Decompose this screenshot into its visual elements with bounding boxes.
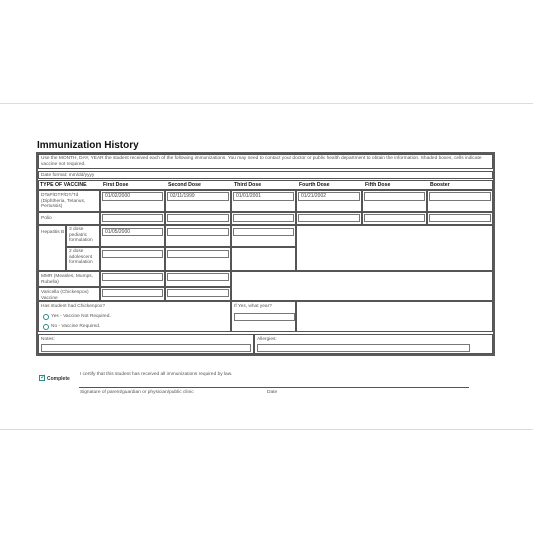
notes-label: Notes: — [41, 337, 55, 342]
col-type-header: TYPE OF VACCINE — [40, 182, 87, 188]
signature-label: Signature of parent/guardian or physician/public clinic — [80, 390, 194, 395]
chickenpox-question: Has student had Chickenpox? — [41, 304, 105, 309]
hep2-dose-1[interactable] — [102, 250, 163, 258]
mmr-label-cell — [38, 271, 100, 287]
instructions-cell — [38, 154, 493, 169]
date-label: Date — [267, 390, 278, 395]
dtap-dose-4[interactable]: 01/21/2002 — [298, 192, 360, 201]
mmr-label: MMR (Measles, Mumps, Rubella) — [41, 274, 93, 285]
col-fourth-header: Fourth Dose — [299, 182, 330, 188]
allergies-label: Allergies: — [257, 337, 277, 342]
chickenpox-empty-cell — [296, 301, 493, 332]
polio-label: Polio — [41, 216, 52, 221]
col-booster-header: Booster — [430, 182, 450, 188]
allergies-input[interactable] — [257, 344, 470, 352]
hepatitis-label: Hepatitis B — [41, 230, 65, 235]
varicella-label: Varicella (Chickenpox) Vaccine — [41, 290, 89, 301]
notes-input[interactable] — [41, 344, 251, 352]
hepatitis-sub1-cell — [66, 225, 100, 247]
mmr-dose-2[interactable] — [167, 273, 229, 281]
polio-dose-6[interactable] — [429, 214, 491, 222]
dtap-dose-2[interactable]: 02/11/1999 — [167, 192, 229, 201]
radio-no-label: No - Vaccine Required. — [51, 324, 101, 329]
mmr-dose-1[interactable] — [102, 273, 163, 281]
varicella-dose-1[interactable] — [102, 289, 163, 297]
signature-line[interactable] — [79, 387, 469, 388]
notes-cell — [38, 334, 254, 354]
radio-no[interactable] — [43, 324, 49, 330]
hepatitis-sub2-label: 2 dose adolescent formulation — [69, 249, 93, 265]
dtap-label-cell — [38, 190, 100, 212]
hep2-cell-3 — [231, 247, 296, 271]
check-mark-icon: ✓ — [40, 374, 46, 381]
allergies-cell — [254, 334, 493, 354]
varicella-label-cell — [38, 287, 100, 301]
col-fifth-header: Fifth Dose — [365, 182, 391, 188]
date-format-text: Date format: mm/dd/yyyy — [41, 173, 95, 178]
date-format-cell — [38, 171, 493, 179]
hep2-dose-2[interactable] — [167, 250, 229, 258]
radio-yes[interactable] — [43, 314, 49, 320]
col-second-header: Second Dose — [168, 182, 201, 188]
form-title: Immunization History — [37, 140, 139, 151]
dtap-dose-1[interactable]: 01/02/2000 — [102, 192, 163, 201]
hep-empty-cell — [296, 225, 493, 271]
polio-dose-1[interactable] — [102, 214, 163, 222]
col-third-header: Third Dose — [234, 182, 262, 188]
if-yes-label: If Yes, what year? — [234, 304, 272, 309]
dtap-dose-6[interactable] — [429, 192, 491, 201]
polio-dose-4[interactable] — [298, 214, 360, 222]
polio-label-cell — [38, 212, 100, 225]
if-yes-cell — [231, 301, 296, 332]
immunization-form — [36, 152, 495, 356]
polio-dose-2[interactable] — [167, 214, 229, 222]
hep1-dose-2[interactable] — [167, 228, 229, 236]
chickenpox-year-input[interactable] — [234, 313, 295, 321]
certify-text: I certify that this student has received all immunizations required by law. — [80, 372, 233, 377]
radio-yes-label: Yes - Vaccine Not Required. — [51, 314, 111, 319]
instructions-text: Use the MONTH, DAY, YEAR the student received each of the following immunizations. You may need to contact your doctor or public health department to obtain the information. Shaded boxes, cells indicate vaccine not required. — [41, 156, 482, 167]
chickenpox-cell — [38, 301, 231, 332]
hep1-dose-3[interactable] — [233, 228, 294, 236]
mmr-var-empty-cell — [231, 271, 493, 301]
dtap-label: DTaP/DTP/DT/Td (Diphtheria, Tetanus, Pertussis) — [41, 193, 86, 209]
hepatitis-label-cell — [38, 225, 66, 271]
col-first-header: First Dose — [103, 182, 129, 188]
varicella-dose-2[interactable] — [167, 289, 229, 297]
polio-dose-5[interactable] — [364, 214, 425, 222]
dtap-dose-3[interactable]: 01/01/2001 — [233, 192, 294, 201]
polio-dose-3[interactable] — [233, 214, 294, 222]
hepatitis-sub2-cell — [66, 247, 100, 271]
dtap-dose-5[interactable] — [364, 192, 425, 201]
hep1-dose-1[interactable]: 01/05/2000 — [102, 228, 163, 236]
complete-label: Complete — [47, 376, 70, 382]
hepatitis-sub1-label: 3 dose pediatric formulation — [69, 227, 93, 243]
